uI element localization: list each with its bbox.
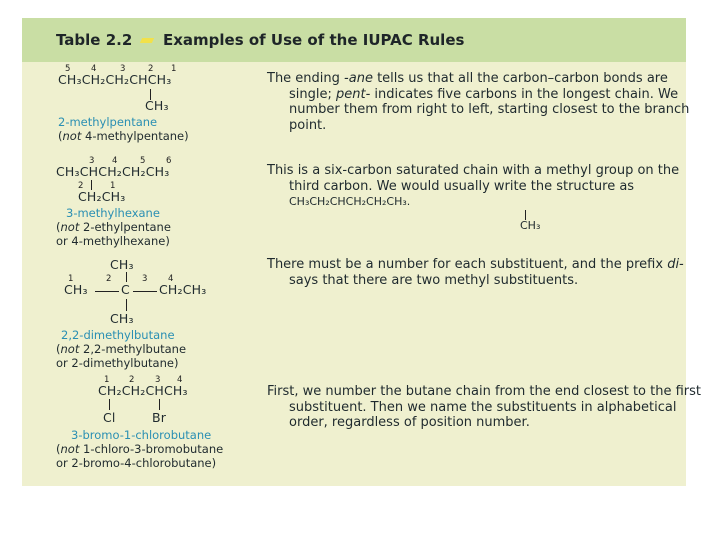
not-name-note: (not 2-ethylpentane [56, 220, 171, 234]
title-separator-mark [140, 38, 154, 43]
carbon-number: 6 [166, 156, 172, 166]
explanation-text: First, we number the butane chain from the end closest to the first substituent. Then we name the substituents in alphabetical order, regardless of position number. [267, 384, 701, 430]
carbon-number: 3 [142, 274, 148, 284]
not-name-note-line-2: or 4-methylhexane) [56, 234, 170, 248]
top-methyl: CH₃ [110, 257, 134, 272]
carbon-number: 3 [120, 64, 126, 74]
table-title: Examples of Use of the IUPAC Rules [163, 31, 465, 49]
bond-line [126, 272, 127, 282]
bottom-methyl: CH₃ [110, 311, 134, 326]
not-name-note: (not 1-chloro-3-bromobutane [56, 442, 224, 456]
carbon-number: 4 [91, 64, 97, 74]
table-header [22, 18, 686, 62]
explanation-row-1 [267, 71, 690, 151]
carbon-number: 1 [171, 64, 177, 74]
carbon-number: 5 [140, 156, 146, 166]
carbon-number: 2 [148, 64, 154, 74]
carbon-number: 4 [168, 274, 174, 284]
carbon-number: 1 [104, 375, 110, 385]
carbon-number: 2 [129, 375, 135, 385]
explanation-text: The ending -ane tells us that all the carbon–carbon bonds are single; pent- indicates five carbons in the longest chain. We number them from right to left, starting closest to the branch point. [267, 71, 690, 133]
structure-3-methylhexane [56, 156, 266, 248]
structure-2-methylpentane [58, 64, 258, 144]
bromo-substituent: Br [152, 410, 167, 425]
inline-branch-formula: CH₃ [520, 219, 541, 232]
carbon-number: 3 [89, 156, 95, 166]
carbon-number: 4 [177, 375, 183, 385]
explanation-text: This is a six-carbon saturated chain with a methyl group on the third carbon. We would usually write the structure as CH₃CH₂CHCH₂CH₂CH₃. [267, 163, 680, 208]
not-name-note: (not 2,2-methylbutane [56, 342, 187, 356]
not-name-note: (not 4-methylpentane) [58, 129, 189, 143]
bond-line [133, 291, 157, 292]
condensed-formula: CH₃CH₂CH₂CHCH₃ [58, 72, 172, 87]
carbon-number: 1 [68, 274, 74, 284]
not-name-note-line-2: or 2-dimethylbutane) [56, 356, 179, 370]
chloro-substituent: Cl [103, 410, 116, 425]
structure-2-2-dimethylbutane [56, 257, 266, 369]
bond-line [126, 299, 127, 311]
iupac-name: 2-methylpentane [58, 115, 158, 129]
carbon-number: 2 [78, 181, 84, 191]
branch-formula: CH₂CH₃ [78, 189, 126, 204]
inline-formula: CH₃CH₂CHCH₂CH₂CH₃. [289, 195, 411, 208]
condensed-formula: CH₂CH₂CHCH₃ [98, 383, 188, 398]
iupac-name: 3-methylhexane [66, 206, 160, 220]
bond-line [159, 399, 160, 410]
carbon-number: 2 [106, 274, 112, 284]
ethyl-group: CH₂CH₃ [159, 282, 207, 297]
bond-line [109, 399, 110, 410]
table-number: Table 2.2 [56, 31, 133, 49]
carbon-number: 3 [155, 375, 161, 385]
explanation-row-3 [267, 257, 687, 317]
slide [22, 18, 701, 486]
carbon-number: 4 [112, 156, 118, 166]
iupac-name: 2,2-dimethylbutane [61, 328, 175, 342]
explanation-row-2 [267, 163, 687, 253]
branch-formula: CH₃ [145, 98, 169, 113]
structure-3-bromo-1-chlorobutane [56, 375, 266, 470]
not-name-note-line-2: or 2-bromo-4-chlorobutane) [56, 456, 217, 470]
left-methyl: CH₃ [64, 282, 88, 297]
carbon-number: 5 [65, 64, 71, 74]
quaternary-carbon: C [121, 282, 130, 297]
explanation-text: There must be a number for each substituent, and the prefix di- says that there are two methyl substituents. [267, 257, 684, 288]
condensed-formula: CH₃CHCH₂CH₂CH₃ [56, 164, 170, 179]
explanation-row-4 [267, 384, 701, 454]
carbon-number: 1 [110, 181, 116, 191]
iupac-name: 3-bromo-1-chlorobutane [71, 428, 212, 442]
bond-line [95, 291, 119, 292]
